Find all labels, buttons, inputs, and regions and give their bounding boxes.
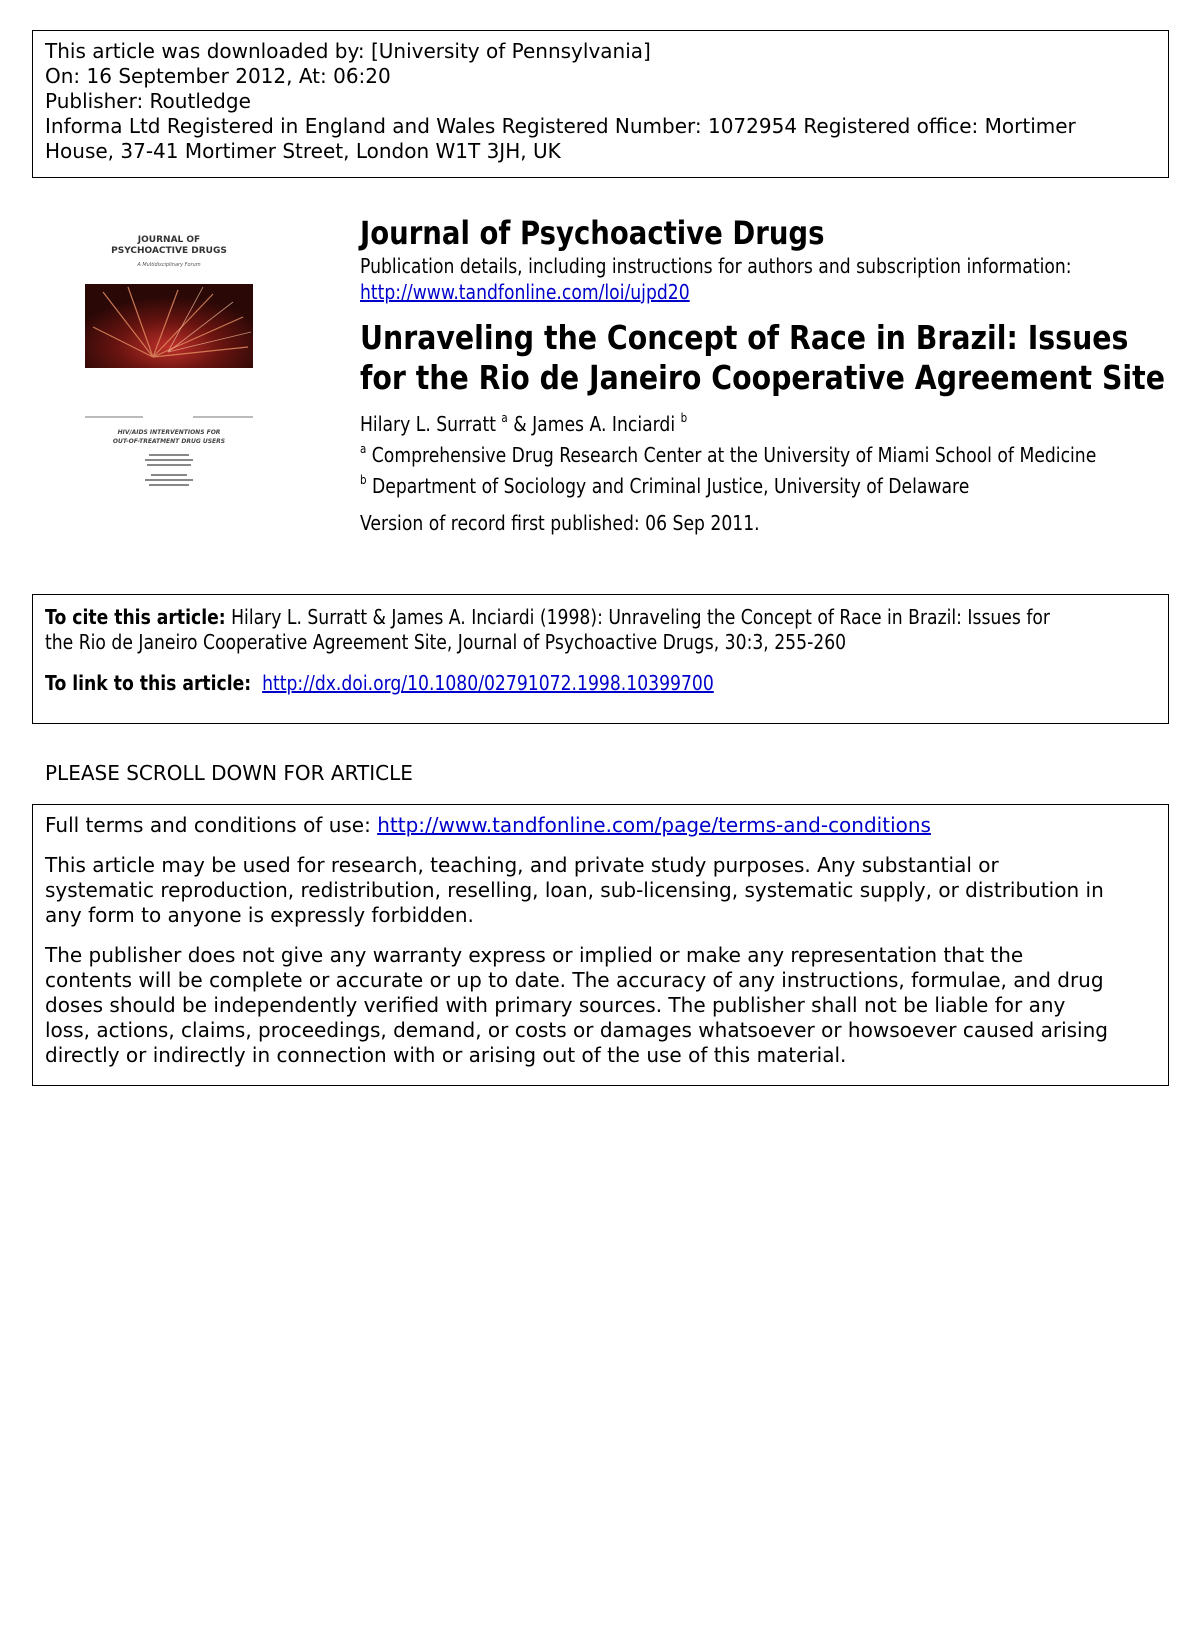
terms-box — [32, 804, 1169, 1086]
citation-line — [45, 605, 1050, 630]
publication-details: Publication details, including instructions for authors and subscription information: — [360, 254, 1072, 278]
authors — [360, 406, 687, 437]
scroll-notice: PLEASE SCROLL DOWN FOR ARTICLE — [45, 761, 413, 785]
cover-issue-title: OUT-OF-TREATMENT DRUG USERS — [112, 438, 226, 445]
journal-cover-image — [83, 232, 255, 515]
terms-heading — [45, 813, 1156, 838]
affiliation-marker: b — [360, 473, 367, 487]
terms-line: loss, actions, claims, proceedings, demand, or costs or damages whatsoever or howsoever caused arising — [45, 1018, 1108, 1042]
affiliation-b — [360, 468, 969, 499]
version-of-record: Version of record first published: 06 Sep 2011. — [360, 511, 760, 535]
link-label: To link to this article: — [45, 671, 252, 695]
cover-title: PSYCHOACTIVE DRUGS — [111, 246, 227, 256]
author-name: James A. Inciardi — [532, 412, 676, 436]
journal-title: Journal of Psychoactive Drugs — [360, 214, 825, 252]
affiliation-marker: b — [680, 411, 688, 425]
affiliation-marker: a — [501, 411, 508, 425]
affiliation-text: Comprehensive Drug Research Center at the University of Miami School of Medicine — [371, 443, 1097, 467]
terms-line: systematic reproduction, redistribution, reselling, loan, sub-licensing, systematic supply, or distribution in — [45, 878, 1104, 902]
article-title-line: for the Rio de Janeiro Cooperative Agreement Site — [360, 358, 1165, 397]
download-info-box — [32, 30, 1169, 178]
author-separator: & — [507, 412, 533, 436]
terms-line: This article may be used for research, teaching, and private study purposes. Any substantial or — [45, 853, 999, 877]
cover-subtitle: A Multidisciplinary Forum — [137, 262, 201, 268]
affiliation-a — [360, 437, 1096, 468]
article-title-line: Unraveling the Concept of Race in Brazil: Issues — [360, 318, 1129, 357]
download-info-line: Informa Ltd Registered in England and Wales Registered Number: 1072954 Registered office: Mortimer — [45, 114, 1076, 138]
doi-link[interactable]: http://dx.doi.org/10.1080/02791072.1998.10399700 — [262, 671, 714, 695]
cover-issue-title: HIV/AIDS INTERVENTIONS FOR — [117, 429, 221, 436]
terms-line: The publisher does not give any warranty express or implied or make any representation that the — [45, 943, 1024, 967]
download-info-line: On: 16 September 2012, At: 06:20 — [45, 64, 391, 88]
download-info-line: Publisher: Routledge — [45, 89, 251, 113]
citation-box — [32, 594, 1169, 724]
cover-title: JOURNAL OF — [137, 235, 201, 245]
journal-link[interactable]: http://www.tandfonline.com/loi/ujpd20 — [360, 280, 690, 304]
cite-text: Hilary L. Surratt & James A. Inciardi (1998): Unraveling the Concept of Race in Brazil: Issues for — [231, 605, 1050, 629]
terms-label: Full terms and conditions of use: — [45, 813, 371, 837]
terms-line: directly or indirectly in connection with or arising out of the use of this material. — [45, 1043, 847, 1067]
terms-paragraph-usage — [45, 853, 1156, 928]
cite-label: To cite this article: — [45, 605, 226, 629]
article-title — [360, 318, 1200, 398]
cite-text: the Rio de Janeiro Cooperative Agreement Site, Journal of Psychoactive Drugs, 30:3, 255-260 — [45, 630, 847, 654]
affiliation-marker: a — [360, 442, 367, 456]
terms-link[interactable]: http://www.tandfonline.com/page/terms-and-conditions — [377, 813, 931, 837]
author-name: Hilary L. Surratt — [360, 412, 496, 436]
terms-line: any form to anyone is expressly forbidden. — [45, 903, 474, 927]
terms-paragraph-disclaimer — [45, 943, 1156, 1068]
affiliation-text: Department of Sociology and Criminal Justice, University of Delaware — [372, 474, 970, 498]
terms-line: contents will be complete or accurate or up to date. The accuracy of any instructions, formulae, and drug — [45, 968, 1104, 992]
download-info-line: House, 37-41 Mortimer Street, London W1T 3JH, UK — [45, 139, 561, 163]
terms-line: doses should be independently verified with primary sources. The publisher shall not be liable for any — [45, 993, 1066, 1017]
article-link-line — [45, 671, 714, 696]
download-info-line: This article was downloaded by: [University of Pennsylvania] — [45, 39, 651, 63]
